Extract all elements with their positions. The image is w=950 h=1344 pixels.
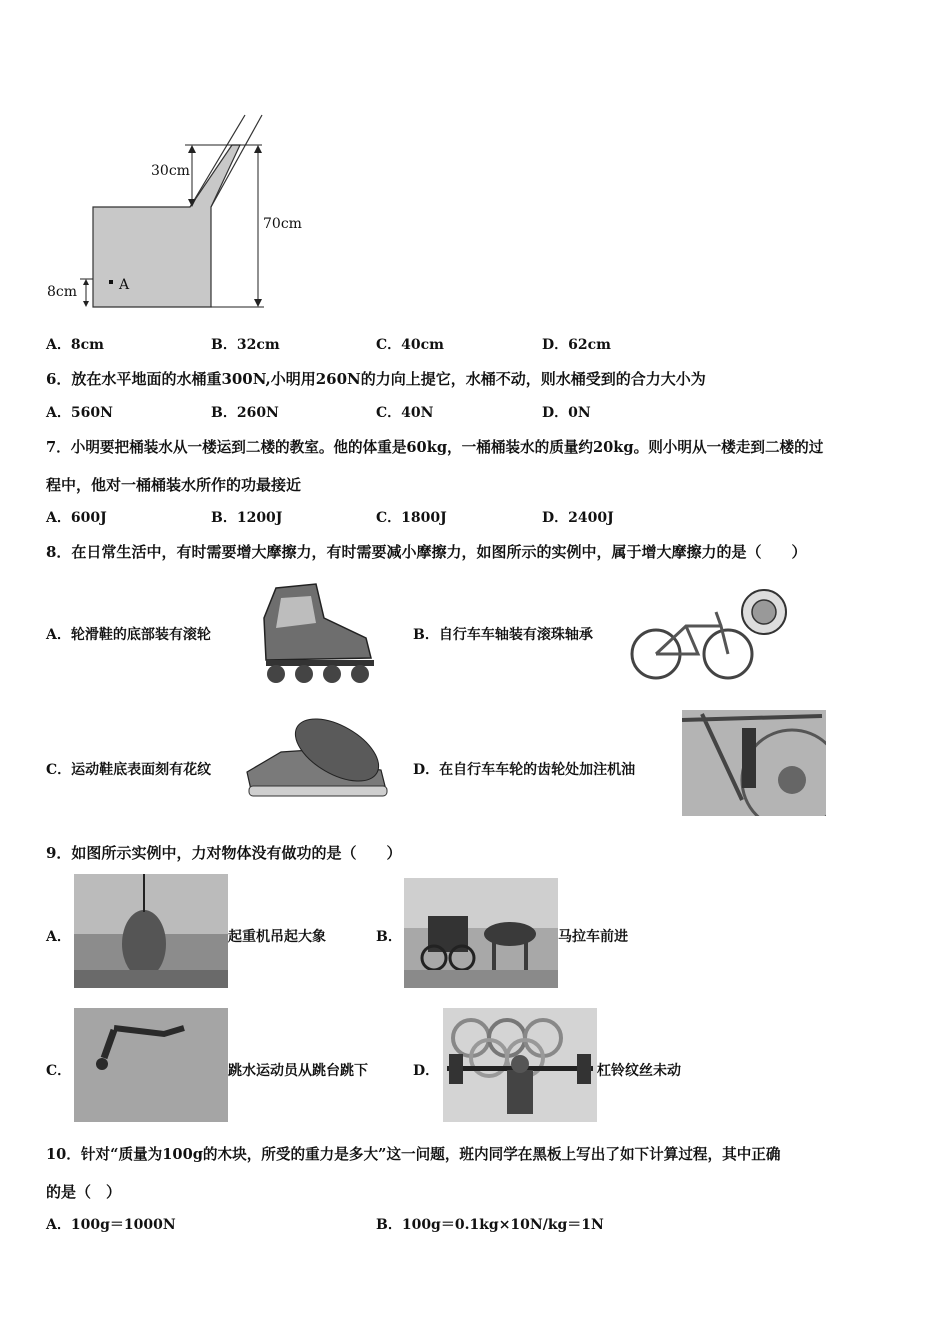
q9-caption-c: 跳水运动员从跳台跳下 — [228, 1063, 368, 1079]
q6-option-b: B．260N — [211, 405, 279, 421]
label-70cm: 70cm — [263, 216, 302, 232]
q10-option-b: B．100g＝0.1kg×10N/kg＝1N — [376, 1217, 604, 1233]
q6-option-d: D．0N — [542, 405, 591, 421]
q6-option-c: C．40N — [376, 405, 434, 421]
q5-option-b: B．32cm — [211, 337, 280, 353]
crane-elephant-image — [74, 874, 228, 988]
q10-option-a: A．100g＝1000N — [46, 1217, 176, 1233]
q8-option-b: B．自行车车轴装有滚珠轴承 — [413, 627, 593, 643]
bicycle-bearing-image — [626, 586, 790, 686]
q8-option-c: C．运动鞋底表面刻有花纹 — [46, 762, 212, 778]
q7-stem-line1: 7．小明要把桶装水从一楼运到二楼的教室。他的体重是60kg，一桶桶装水的质量约20kg。则小明从一楼走到二楼的过 — [46, 439, 824, 456]
q9-option-a-letter: A． — [46, 929, 71, 945]
q5-option-a: A．8cm — [46, 337, 104, 353]
q7-option-d: D．2400J — [542, 510, 614, 526]
sports-shoe-image — [241, 712, 391, 808]
q9-caption-b: 马拉车前进 — [558, 929, 628, 945]
label-30cm: 30cm — [151, 163, 190, 179]
q8-stem: 8．在日常生活中，有时需要增大摩擦力，有时需要减小摩擦力，如图所示的实例中，属于增大摩擦力的是（ ） — [46, 543, 807, 561]
q9-option-d-letter: D． — [413, 1063, 440, 1079]
weightlifter-image — [443, 1008, 597, 1122]
q6-stem: 6．放在水平地面的水桶重300N,小明用260N的力向上提它，水桶不动，则水桶受到的合力大小为 — [46, 370, 706, 388]
roller-skate-image — [246, 578, 384, 686]
q7-option-b: B．1200J — [211, 510, 283, 526]
container-diagram — [40, 105, 340, 320]
q8-option-d: D．在自行车车轮的齿轮处加注机油 — [413, 762, 636, 778]
bike-gear-oil-image — [682, 710, 826, 816]
q10-stem-line2: 的是（ ） — [46, 1183, 122, 1201]
q6-option-a: A．560N — [46, 405, 113, 421]
q10-stem-line1: 10．针对“质量为100g的木块，所受的重力是多大”这一问题，班内同学在黑板上写出了如下计算过程，其中正确 — [46, 1146, 781, 1163]
q7-option-a: A．600J — [46, 510, 107, 526]
q9-option-b-letter: B． — [376, 929, 402, 945]
q5-option-d: D．62cm — [542, 337, 611, 353]
q7-option-c: C．1800J — [376, 510, 447, 526]
q5-option-c: C．40cm — [376, 337, 444, 353]
horse-carriage-image — [404, 878, 558, 988]
q8-option-a: A．轮滑鞋的底部装有滚轮 — [46, 627, 211, 643]
q9-caption-d: 杠铃纹丝未动 — [597, 1063, 681, 1079]
label-point-a: A — [119, 277, 130, 293]
q9-option-c-letter: C． — [46, 1063, 72, 1079]
diver-image — [74, 1008, 228, 1122]
q7-stem-line2: 程中，他对一桶桶装水所作的功最接近 — [46, 476, 302, 494]
q9-caption-a: 起重机吊起大象 — [228, 929, 326, 945]
q9-stem: 9．如图所示实例中，力对物体没有做功的是（ ） — [46, 844, 402, 862]
label-8cm: 8cm — [47, 284, 78, 300]
